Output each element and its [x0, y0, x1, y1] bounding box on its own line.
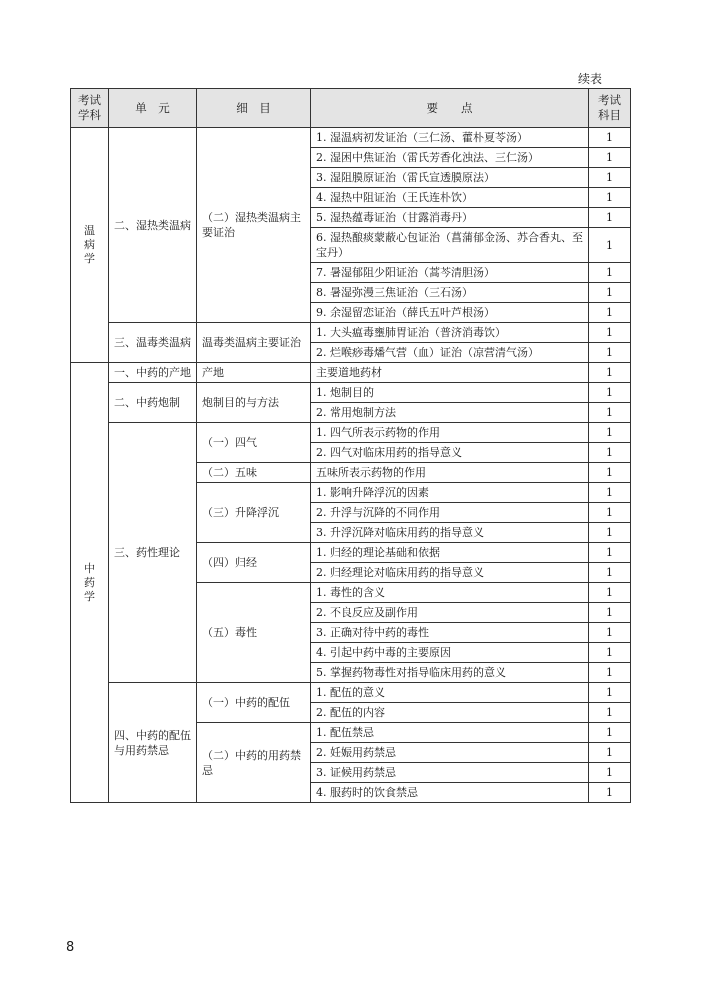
detail-cell: （二）中药的用药禁忌	[197, 723, 311, 803]
level-cell: 1	[589, 283, 631, 303]
point-cell: 3. 湿阻膜原证治（雷氏宣透膜原法）	[311, 168, 589, 188]
point-cell: 五味所表示药物的作用	[311, 463, 589, 483]
header-level: 考试科目	[589, 89, 631, 128]
table-row	[71, 423, 631, 443]
point-cell: 2. 不良反应及副作用	[311, 603, 589, 623]
level-cell: 1	[589, 643, 631, 663]
unit-cell: 二、中药炮制	[109, 383, 197, 423]
level-cell: 1	[589, 363, 631, 383]
point-cell: 4. 湿热中阻证治（王氏连朴饮）	[311, 188, 589, 208]
syllabus-table	[70, 88, 631, 803]
point-cell: 2. 升浮与沉降的不同作用	[311, 503, 589, 523]
point-cell: 1. 毒性的含义	[311, 583, 589, 603]
point-cell: 3. 正确对待中药的毒性	[311, 623, 589, 643]
level-cell: 1	[589, 188, 631, 208]
subject-label: 中药学	[84, 561, 95, 603]
point-cell: 2. 配伍的内容	[311, 703, 589, 723]
point-cell: 6. 湿热酿痰蒙蔽心包证治（菖蒲郁金汤、苏合香丸、至宝丹）	[311, 228, 589, 263]
point-cell: 1. 配伍的意义	[311, 683, 589, 703]
point-cell: 2. 妊娠用药禁忌	[311, 743, 589, 763]
point-cell: 主要道地药材	[311, 363, 589, 383]
unit-cell: 二、湿热类温病	[109, 128, 197, 323]
point-cell: 2. 湿困中焦证治（雷氏芳香化浊法、三仁汤）	[311, 148, 589, 168]
level-cell: 1	[589, 323, 631, 343]
table-row	[71, 323, 631, 343]
point-cell: 9. 余湿留恋证治（薛氏五叶芦根汤）	[311, 303, 589, 323]
level-cell: 1	[589, 443, 631, 463]
detail-cell: （二）五味	[197, 463, 311, 483]
unit-cell: 三、药性理论	[109, 423, 197, 683]
point-cell: 1. 四气所表示药物的作用	[311, 423, 589, 443]
level-cell: 1	[589, 743, 631, 763]
level-cell: 1	[589, 683, 631, 703]
unit-cell: 四、中药的配伍与用药禁忌	[109, 683, 197, 803]
subject-cell	[71, 363, 109, 803]
point-cell: 1. 大头瘟毒壅肺胃证治（普济消毒饮）	[311, 323, 589, 343]
level-cell: 1	[589, 723, 631, 743]
subject-label: 温病学	[84, 224, 95, 265]
detail-cell: 炮制目的与方法	[197, 383, 311, 423]
point-cell: 2. 常用炮制方法	[311, 403, 589, 423]
point-cell: 1. 影响升降浮沉的因素	[311, 483, 589, 503]
level-cell: 1	[589, 483, 631, 503]
header-subject: 考试学科	[71, 89, 109, 128]
subject-cell	[71, 128, 109, 363]
level-cell: 1	[589, 663, 631, 683]
level-cell: 1	[589, 228, 631, 263]
level-cell: 1	[589, 383, 631, 403]
level-cell: 1	[589, 168, 631, 188]
detail-cell: （三）升降浮沉	[197, 483, 311, 543]
level-cell: 1	[589, 403, 631, 423]
detail-cell: （一）四气	[197, 423, 311, 463]
point-cell: 4. 引起中药中毒的主要原因	[311, 643, 589, 663]
detail-cell: （一）中药的配伍	[197, 683, 311, 723]
point-cell: 2. 四气对临床用药的指导意义	[311, 443, 589, 463]
level-cell: 1	[589, 783, 631, 803]
detail-cell: 温毒类温病主要证治	[197, 323, 311, 363]
unit-cell: 三、温毒类温病	[109, 323, 197, 363]
level-cell: 1	[589, 303, 631, 323]
point-cell: 1. 炮制目的	[311, 383, 589, 403]
unit-cell: 一、中药的产地	[109, 363, 197, 383]
table-row	[71, 683, 631, 703]
point-cell: 8. 暑湿弥漫三焦证治（三石汤）	[311, 283, 589, 303]
point-cell: 2. 归经理论对临床用药的指导意义	[311, 563, 589, 583]
level-cell: 1	[589, 563, 631, 583]
table-row	[71, 383, 631, 403]
level-cell: 1	[589, 583, 631, 603]
point-cell: 5. 湿热蕴毒证治（甘露消毒丹）	[311, 208, 589, 228]
level-cell: 1	[589, 503, 631, 523]
detail-cell: （四）归经	[197, 543, 311, 583]
point-cell: 1. 湿温病初发证治（三仁汤、藿朴夏苓汤）	[311, 128, 589, 148]
level-cell: 1	[589, 423, 631, 443]
detail-cell: 产地	[197, 363, 311, 383]
level-cell: 1	[589, 463, 631, 483]
level-cell: 1	[589, 543, 631, 563]
table-row	[71, 128, 631, 148]
level-cell: 1	[589, 263, 631, 283]
table-row	[71, 363, 631, 383]
level-cell: 1	[589, 703, 631, 723]
table-header-row	[71, 89, 631, 128]
level-cell: 1	[589, 763, 631, 783]
point-cell: 3. 证候用药禁忌	[311, 763, 589, 783]
level-cell: 1	[589, 148, 631, 168]
table-body	[71, 128, 631, 803]
point-cell: 3. 升浮沉降对临床用药的指导意义	[311, 523, 589, 543]
header-unit: 单 元	[109, 89, 197, 128]
level-cell: 1	[589, 343, 631, 363]
point-cell: 1. 配伍禁忌	[311, 723, 589, 743]
detail-cell: （五）毒性	[197, 583, 311, 683]
level-cell: 1	[589, 208, 631, 228]
header-detail: 细 目	[197, 89, 311, 128]
continued-label: 续表	[578, 72, 603, 86]
point-cell: 1. 归经的理论基础和依据	[311, 543, 589, 563]
level-cell: 1	[589, 128, 631, 148]
detail-cell: （二）湿热类温病主要证治	[197, 128, 311, 323]
level-cell: 1	[589, 623, 631, 643]
level-cell: 1	[589, 603, 631, 623]
point-cell: 7. 暑湿郁阻少阳证治（蒿芩清胆汤）	[311, 263, 589, 283]
point-cell: 4. 服药时的饮食禁忌	[311, 783, 589, 803]
point-cell: 5. 掌握药物毒性对指导临床用药的意义	[311, 663, 589, 683]
page-number: 8	[66, 940, 75, 955]
level-cell: 1	[589, 523, 631, 543]
header-points: 要 点	[311, 89, 589, 128]
point-cell: 2. 烂喉痧毒燔气营（血）证治（凉营清气汤）	[311, 343, 589, 363]
